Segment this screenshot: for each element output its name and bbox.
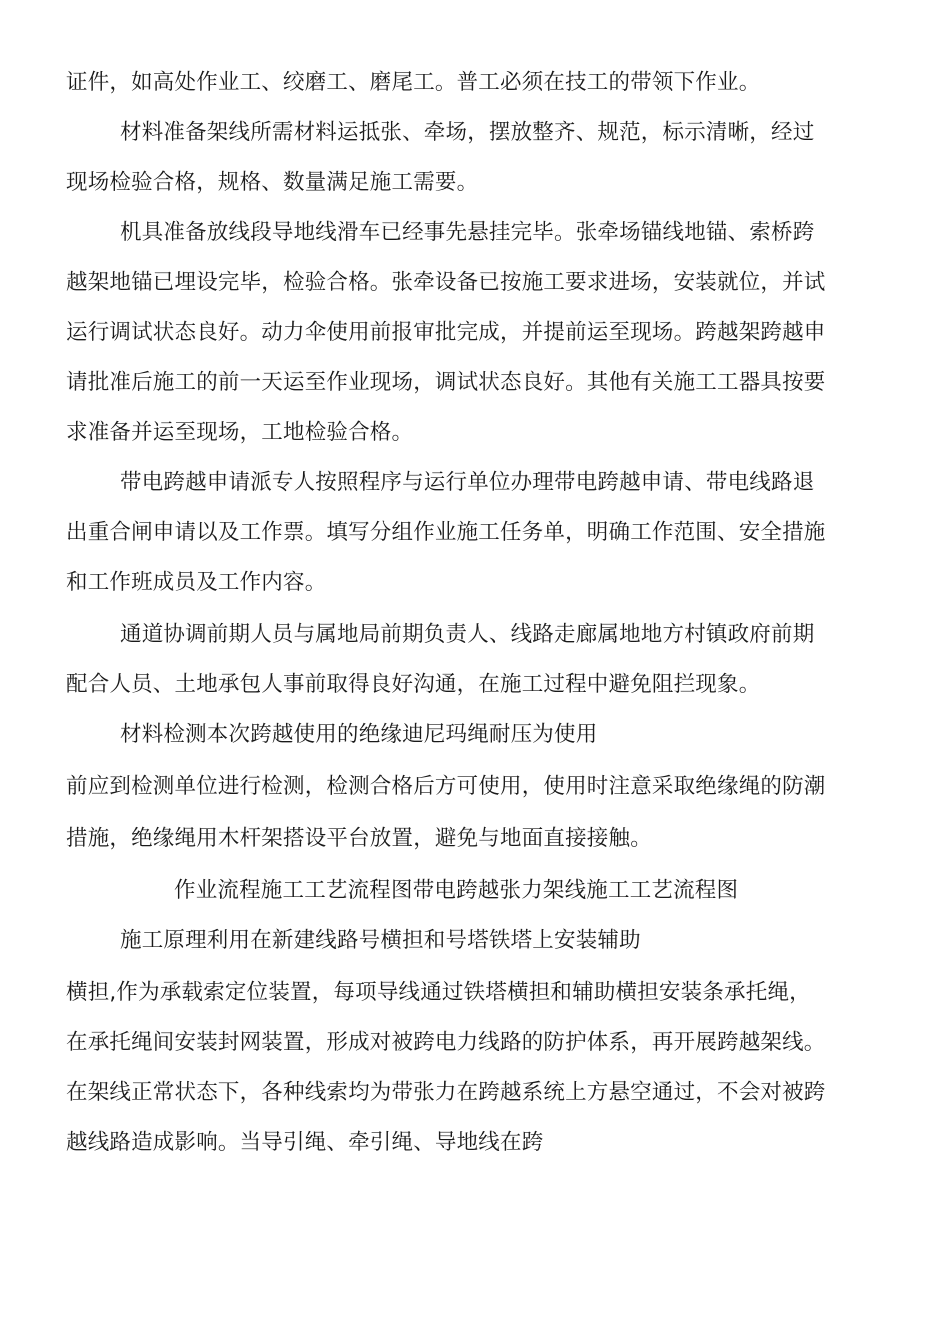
text-line: 越架地锚已埋设完毕，检验合格。张牵设备已按施工要求进场，安装就位，并试 [66,270,826,295]
text-line: 请批准后施工的前一天运至作业现场，调试状态良好。其他有关施工工器具按要 [66,370,826,395]
text-line: 横担,作为承载索定位装置，每项导线通过铁塔横担和辅助横担安装条承托绳， [66,980,811,1005]
text-line: 运行调试状态良好。动力伞使用前报审批完成，并提前运至现场。跨越架跨越申 [66,320,826,345]
text-line: 和工作班成员及工作内容。 [66,570,327,595]
text-line: 配合人员、土地承包人事前取得良好沟通，在施工过程中避免阻拦现象。 [66,672,761,697]
text-line: 在承托绳间安装封网装置，形成对被跨电力线路的防护体系，再开展跨越架线。 [66,1030,826,1055]
paragraph-first-line: 材料检测本次跨越使用的绝缘迪尼玛绳耐压为使用 [120,722,598,747]
text-line: 措施，绝缘绳用木杆架搭设平台放置，避免与地面直接接触。 [66,826,652,851]
paragraph-first-line: 机具准备放线段导地线滑车已经事先悬挂完毕。张牵场锚线地锚、索桥跨 [120,220,815,245]
text-line: 现场检验合格，规格、数量满足施工需要。 [66,170,479,195]
text-line: 证件，如高处作业工、绞磨工、磨尾工。普工必须在技工的带领下作业。 [66,70,761,95]
text-line: 求准备并运至现场，工地检验合格。 [66,420,414,445]
paragraph-first-line: 带电跨越申请派专人按照程序与运行单位办理带电跨越申请、带电线路退 [120,470,815,495]
paragraph-first-line: 材料准备架线所需材料运抵张、牵场，摆放整齐、规范，标示清晰，经过 [120,120,815,145]
paragraph-first-line: 施工原理利用在新建线路号横担和号塔铁塔上安装辅助 [120,928,641,953]
text-line: 出重合闸申请以及工作票。填写分组作业施工任务单，明确工作范围、安全措施 [66,520,826,545]
text-line: 在架线正常状态下，各种线索均为带张力在跨越系统上方悬空通过，不会对被跨 [66,1080,826,1105]
text-line: 越线路造成影响。当导引绳、牵引绳、导地线在跨 [66,1130,544,1155]
section-heading: 作业流程施工工艺流程图带电跨越张力架线施工工艺流程图 [174,878,739,903]
paragraph-first-line: 通道协调前期人员与属地局前期负责人、线路走廊属地地方村镇政府前期 [120,622,815,647]
text-line: 前应到检测单位进行检测，检测合格后方可使用，使用时注意采取绝缘绳的防潮 [66,774,826,799]
